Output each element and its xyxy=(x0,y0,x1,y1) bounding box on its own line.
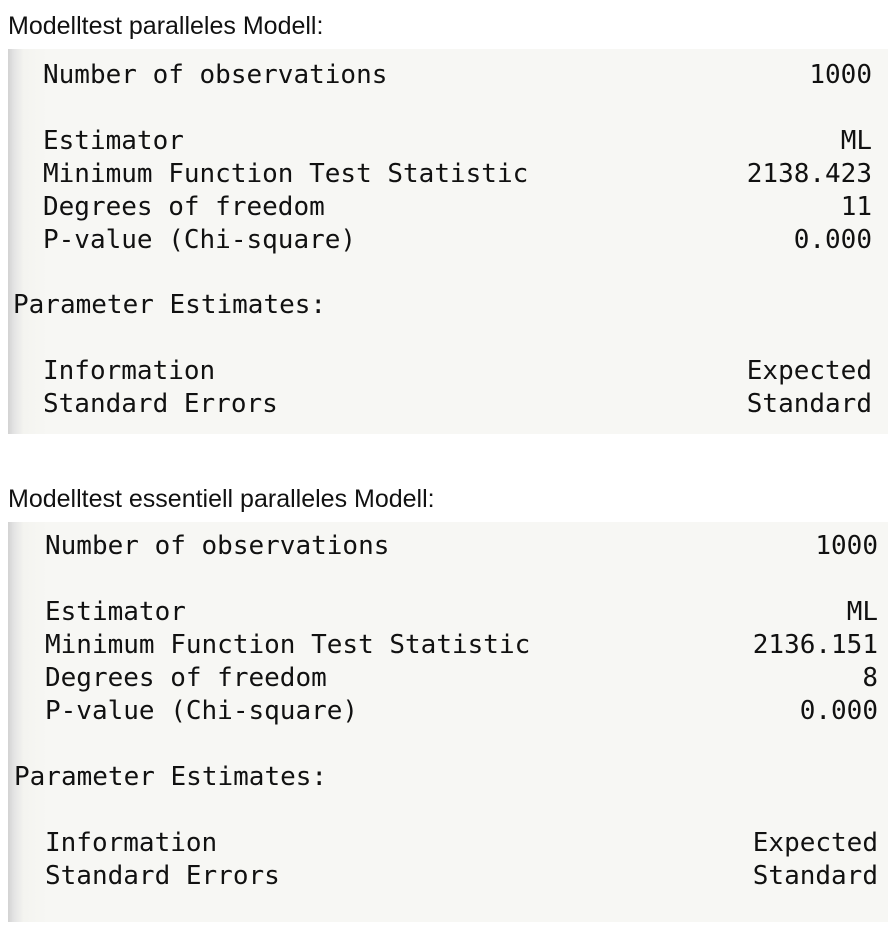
value-degrees-of-freedom: 8 xyxy=(862,663,878,693)
label-number-of-observations: Number of observations xyxy=(45,531,390,561)
label-number-of-observations: Number of observations xyxy=(43,60,388,90)
value-information: Expected xyxy=(746,356,872,386)
label-minimum-function-test-statistic: Minimum Function Test Statistic xyxy=(43,159,529,189)
output-panel-essentially-parallel-model xyxy=(8,522,888,922)
row-estimator xyxy=(8,125,888,157)
label-p-value: P-value (Chi-square) xyxy=(43,225,357,255)
output-panel-parallel-model xyxy=(8,49,888,434)
row-degrees-of-freedom xyxy=(8,662,888,694)
value-minimum-function-test-statistic: 2136.151 xyxy=(752,630,878,660)
row-estimator xyxy=(8,596,888,628)
value-p-value: 0.000 xyxy=(793,225,872,255)
label-standard-errors: Standard Errors xyxy=(45,861,280,891)
row-degrees-of-freedom xyxy=(8,191,888,223)
value-information: Expected xyxy=(752,828,878,858)
row-minimum-function-test-statistic xyxy=(8,158,888,190)
row-information xyxy=(8,827,888,859)
label-estimator: Estimator xyxy=(45,597,186,627)
row-p-value xyxy=(8,695,888,727)
row-number-of-observations xyxy=(8,59,888,91)
value-standard-errors: Standard xyxy=(746,389,872,419)
value-standard-errors: Standard xyxy=(752,861,878,891)
label-parameter-estimates: Parameter Estimates: xyxy=(13,290,327,320)
label-degrees-of-freedom: Degrees of freedom xyxy=(43,192,325,222)
label-standard-errors: Standard Errors xyxy=(43,389,278,419)
value-minimum-function-test-statistic: 2138.423 xyxy=(746,159,872,189)
row-parameter-estimates xyxy=(8,289,888,321)
value-number-of-observations: 1000 xyxy=(809,60,872,90)
label-parameter-estimates: Parameter Estimates: xyxy=(14,762,328,792)
section-heading-essentially-parallel-model: Modelltest essentiell paralleles Modell: xyxy=(8,485,435,513)
row-minimum-function-test-statistic xyxy=(8,629,888,661)
label-information: Information xyxy=(45,828,218,858)
label-degrees-of-freedom: Degrees of freedom xyxy=(45,663,327,693)
row-standard-errors xyxy=(8,388,888,420)
label-minimum-function-test-statistic: Minimum Function Test Statistic xyxy=(45,630,531,660)
label-information: Information xyxy=(43,356,216,386)
value-degrees-of-freedom: 11 xyxy=(840,192,872,222)
section-heading-parallel-model: Modelltest paralleles Modell: xyxy=(8,12,324,40)
label-p-value: P-value (Chi-square) xyxy=(45,696,359,726)
value-estimator: ML xyxy=(840,126,872,156)
label-estimator: Estimator xyxy=(43,126,184,156)
row-number-of-observations xyxy=(8,530,888,562)
value-estimator: ML xyxy=(846,597,878,627)
row-information xyxy=(8,355,888,387)
row-p-value xyxy=(8,224,888,256)
row-standard-errors xyxy=(8,860,888,892)
value-p-value: 0.000 xyxy=(799,696,878,726)
row-parameter-estimates xyxy=(8,761,888,793)
value-number-of-observations: 1000 xyxy=(815,531,878,561)
